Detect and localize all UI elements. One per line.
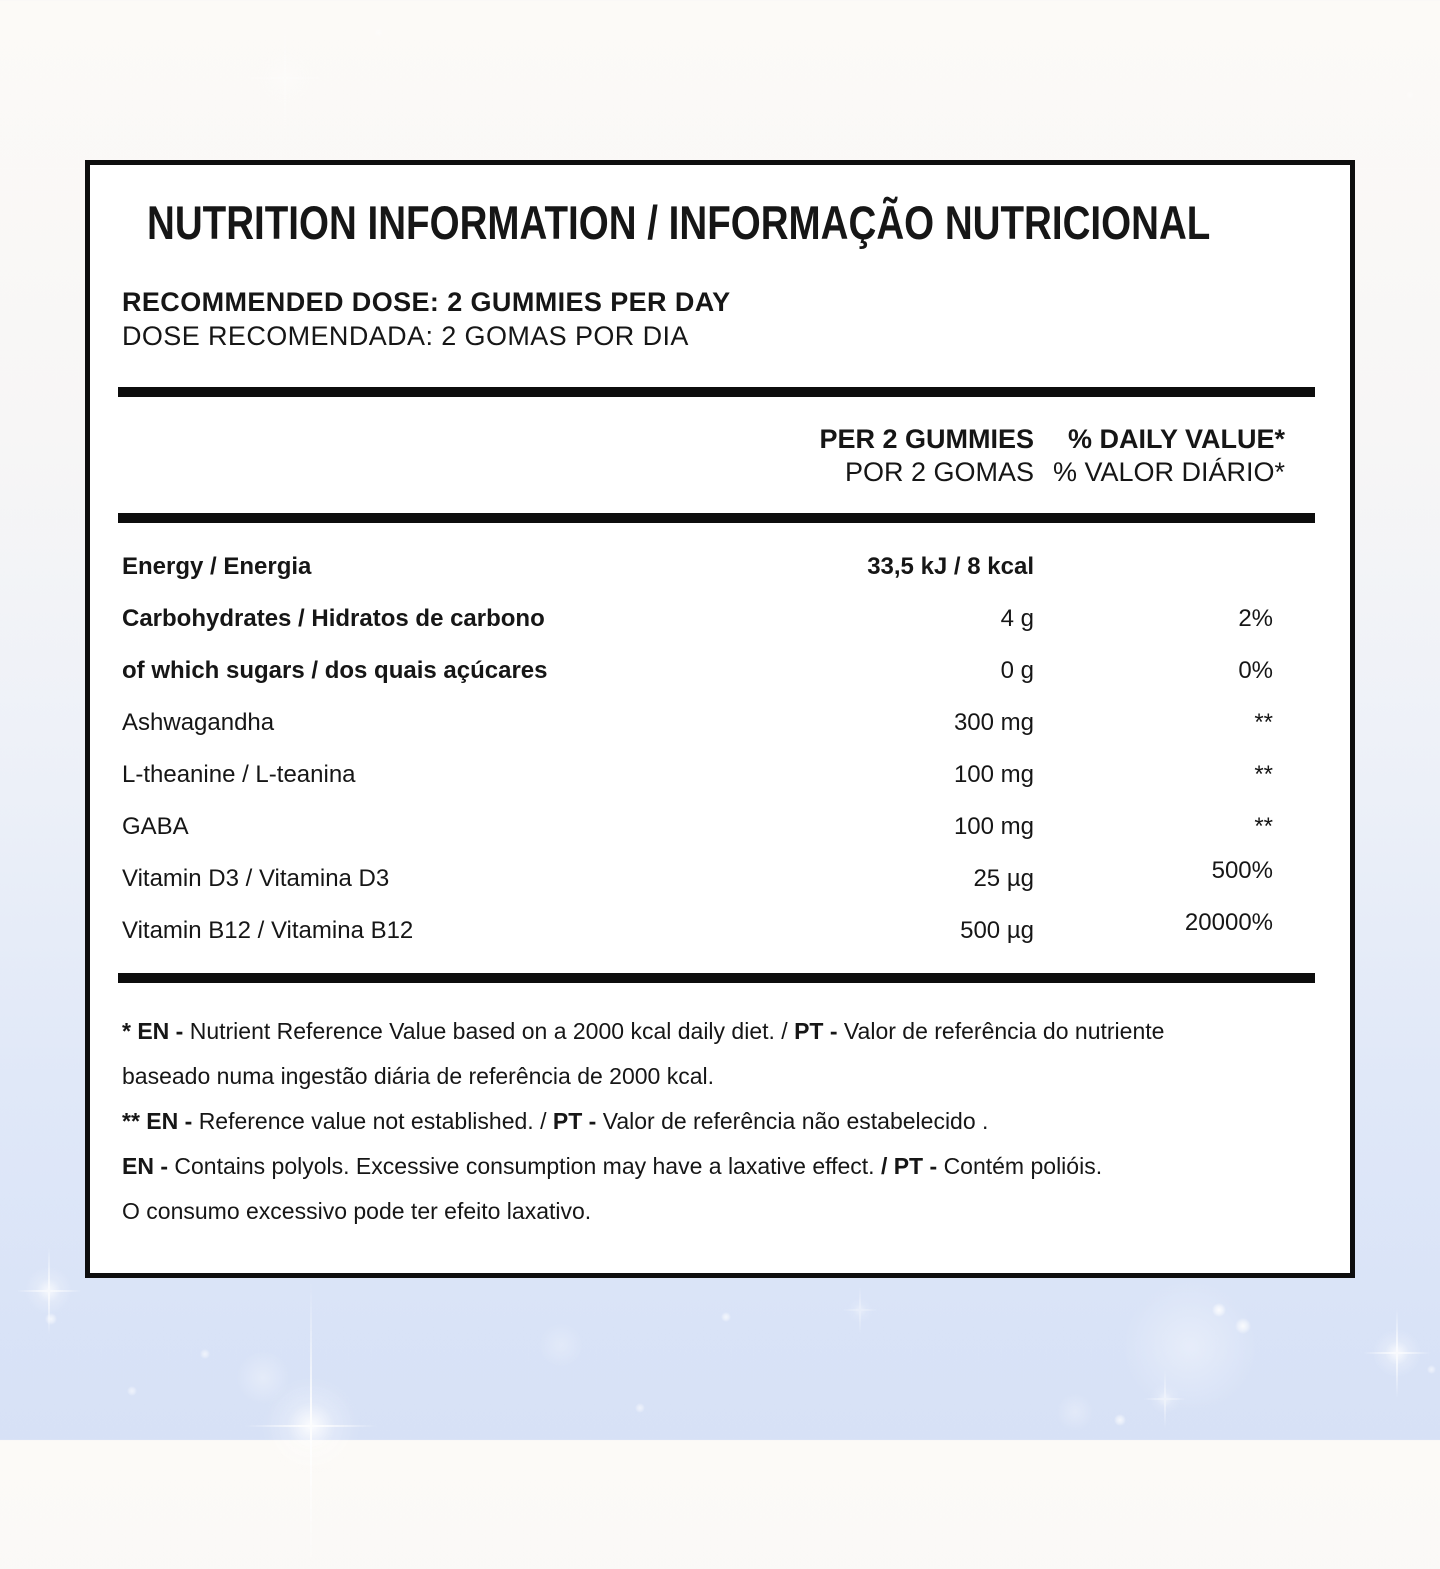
column-header-amount-pt: POR 2 GOMAS: [844, 457, 1034, 487]
sparkle-star: [21, 1263, 76, 1318]
table-row: [90, 645, 1350, 697]
sparkle-dot: [1114, 1414, 1126, 1426]
nutrition-table-rows: [90, 541, 1350, 957]
row-daily-value: 500%: [1211, 857, 1273, 884]
footnote: ** EN - Reference value not established. / PT - Valor de referência não estabelecido .: [122, 1108, 989, 1134]
table-header: [90, 423, 1350, 489]
table-row: [90, 593, 1350, 645]
recommended-dose-pt: DOSE RECOMENDADA: 2 GOMAS POR DIA: [122, 321, 689, 351]
row-amount: 25 µg: [973, 865, 1034, 892]
row-name: Energy / Energia: [122, 553, 312, 580]
sparkle-dot: [1212, 1303, 1226, 1317]
footnote: EN - Contains polyols. Excessive consumption may have a laxative effect. / PT - Contém polióis. O consumo excessivo pode ter efeito laxativo.: [122, 1153, 1103, 1224]
sparkle-dot: [1427, 1365, 1436, 1374]
sparkle-glow: [235, 1350, 291, 1406]
row-name: GABA: [122, 813, 189, 840]
sparkle-star: [845, 1295, 875, 1325]
row-amount: 0 g: [1000, 657, 1034, 684]
row-daily-value: **: [1254, 761, 1273, 788]
sparkle-glow: [1120, 1277, 1260, 1417]
page-title: NUTRITION INFORMATION / INFORMAÇÃO NUTRICIONAL: [147, 196, 1211, 249]
column-header-amount-en: PER 2 GUMMIES: [819, 424, 1034, 454]
sparkle-dot: [45, 1313, 57, 1325]
row-amount: 100 mg: [953, 813, 1034, 840]
row-daily-value: **: [1254, 813, 1273, 840]
column-header-daily-value: [1034, 423, 1315, 489]
row-name: Vitamin D3 / Vitamina D3: [122, 865, 390, 892]
table-row: [90, 697, 1350, 749]
table-row: [90, 853, 1350, 905]
sparkle-star: [256, 1371, 366, 1481]
row-daily-value: **: [1254, 709, 1273, 736]
sparkle-dot: [635, 1403, 645, 1413]
column-header-amount: [714, 423, 1034, 489]
table-row: [90, 801, 1350, 853]
row-name: L-theanine / L-teanina: [122, 761, 356, 788]
nutrition-label-panel: [85, 160, 1355, 1278]
divider-bar-top: [118, 387, 1315, 397]
sparkle-dot: [721, 1312, 731, 1322]
row-amount: 33,5 kJ / 8 kcal: [867, 553, 1034, 580]
row-amount: 500 µg: [960, 917, 1034, 944]
table-row: [90, 905, 1350, 957]
sparkle-dot: [374, 28, 383, 37]
table-row: [90, 749, 1350, 801]
row-daily-value: 0%: [1238, 657, 1273, 684]
footnotes: [122, 1009, 1310, 1234]
row-name: Vitamin B12 / Vitamina B12: [122, 917, 414, 944]
row-daily-value: 2%: [1238, 605, 1273, 632]
row-name: Ashwagandha: [122, 709, 275, 736]
header-spacer: [122, 423, 714, 489]
sparkle-glow: [1055, 1392, 1095, 1432]
sparkle-dot: [200, 1349, 210, 1359]
row-amount: 100 mg: [953, 761, 1034, 788]
sparkle-glow: [538, 1322, 584, 1368]
sparkle-star: [1147, 1381, 1183, 1417]
table-row: [90, 541, 1350, 593]
row-name: of which sugars / dos quais açúcares: [122, 657, 548, 684]
recommended-dose-block: [122, 285, 1310, 353]
column-header-daily-value-pt: % VALOR DIÁRIO*: [1052, 457, 1285, 487]
row-amount: 4 g: [1000, 605, 1034, 632]
row-amount: 300 mg: [953, 709, 1034, 736]
sparkle-dot: [1235, 1318, 1251, 1334]
sparkle-dot: [127, 1386, 137, 1396]
sparkle-star: [250, 43, 320, 113]
sparkle-dot: [1406, 91, 1414, 99]
row-daily-value: 20000%: [1184, 909, 1273, 936]
recommended-dose-en: RECOMMENDED DOSE: 2 GUMMIES PER DAY: [122, 287, 731, 317]
divider-bar-bottom: [118, 973, 1315, 983]
divider-bar-header: [118, 513, 1315, 523]
sparkle-star: [1369, 1325, 1425, 1381]
footnote: * EN - Nutrient Reference Value based on a 2000 kcal daily diet. / PT - Valor de referência do nutriente baseado numa ingestão diária de referência de 2000 kcal.: [122, 1018, 1165, 1089]
row-name: Carbohydrates / Hidratos de carbono: [122, 605, 545, 632]
column-header-daily-value-en: % DAILY VALUE*: [1067, 424, 1285, 454]
